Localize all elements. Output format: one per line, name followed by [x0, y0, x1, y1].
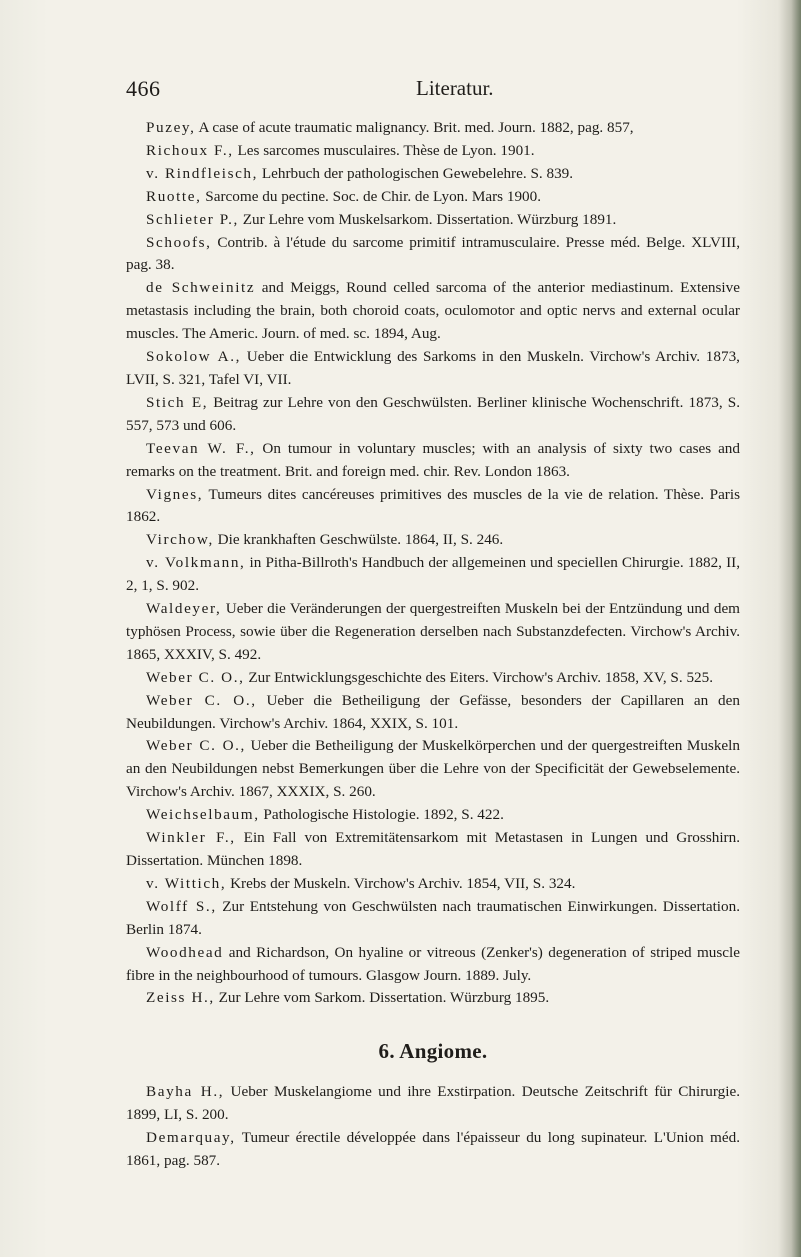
bibliography-entry: [126, 186, 740, 209]
entry-text: Zur Lehre vom Sarkom. Dissertation. Würzburg 1895.: [214, 989, 550, 1007]
entry-author: Demarquay,: [146, 1129, 236, 1147]
entry-text: On tumour in voluntary muscles; with an analysis of sixty two cases and remarks on the treatment. Brit. and foreign med. chir. Rev. London 1863.: [126, 439, 740, 480]
bibliography-entry: [126, 392, 740, 438]
bibliography: [126, 117, 740, 1173]
entry-text: Ueber die Betheiligung der Gefässe, besonders der Capillaren an den Neubildungen. Virchow's Archiv. 1864, XXIX, S. 101.: [126, 691, 740, 732]
entry-text: Lehrbuch der pathologischen Gewebelehre. S. 839.: [258, 164, 574, 182]
bibliography-entry: [126, 1127, 740, 1173]
entry-text: Zur Entwicklungsgeschichte des Eiters. Virchow's Archiv. 1858, XV, S. 525.: [244, 668, 714, 686]
entry-text: Ueber die Betheiligung der Muskelkörperchen und der quergestreiften Muskeln an den Neubildungen nebst Bemerkungen über die Lehre von der Specificität der Gewebselemente. Virchow's Archiv. 1867, XXXIX, S. 260.: [126, 737, 740, 801]
entry-text: in Pitha-Billroth's Handbuch der allgemeinen und speciellen Chirurgie. 1882, II, 2, 1, S. 902.: [126, 554, 740, 595]
entry-text: Pathologische Histologie. 1892, S. 422.: [259, 806, 504, 824]
entry-author: v. Wittich,: [146, 874, 227, 892]
entry-text: and Meiggs, Round celled sarcoma of the anterior mediastinum. Extensive metastasis including the brain, both choroid coats, oculomotor and optic nervs and external ocular muscles. The Americ. Journ. of med. sc. 1894, Aug.: [126, 279, 740, 343]
bibliography-entry: [126, 209, 740, 232]
bibliography-entry: [126, 896, 740, 942]
bibliography-entry: [126, 117, 740, 140]
entry-text: Contrib. à l'étude du sarcome primitif intramusculaire. Presse méd. Belge. XLVIII, pag. 38.: [126, 233, 740, 274]
bibliography-entry: [126, 438, 740, 484]
page-edge-shadow: [779, 0, 801, 1257]
bibliography-entry: [126, 346, 740, 392]
bibliography-entry: [126, 667, 740, 690]
entry-author: Schoofs,: [146, 233, 212, 251]
entry-author: Winkler F.,: [146, 829, 236, 847]
entry-text: Tumeurs dites cancéreuses primitives des muscles de la vie de relation. Thèse. Paris 1862.: [126, 485, 740, 526]
entry-author: Weber C. O.,: [146, 737, 246, 755]
entry-author: Bayha H.,: [146, 1083, 225, 1101]
bibliography-entry: [126, 942, 740, 988]
bibliography-list-sarcoma: [126, 117, 740, 1010]
entry-author: Weichselbaum,: [146, 806, 260, 824]
bibliography-entry: [126, 987, 740, 1010]
bibliography-entry: [126, 827, 740, 873]
bibliography-entry: [126, 277, 740, 346]
bibliography-entry: [126, 552, 740, 598]
entry-text: and Richardson, On hyaline or vitreous (Zenker's) degeneration of striped muscle fibre in the neighbourhood of tumours. Glasgow Journ. 1889. July.: [126, 943, 740, 984]
entry-author: Zeiss H.,: [146, 989, 215, 1007]
entry-author: Richoux F.,: [146, 141, 234, 159]
bibliography-list-angiome: [126, 1081, 740, 1173]
entry-text: Ueber die Entwicklung des Sarkoms in den Muskeln. Virchow's Archiv. 1873, LVII, S. 321, Tafel VI, VII.: [126, 348, 740, 388]
entry-text: Les sarcomes musculaires. Thèse de Lyon. 1901.: [233, 141, 535, 159]
bibliography-entry: [126, 735, 740, 804]
bibliography-entry: [126, 163, 740, 186]
entry-author: Wolff S.,: [146, 897, 217, 915]
entry-text: Ueber die Veränderungen der quergestreiften Muskeln bei der Entzündung und dem typhösen Process, sowie über die Regeneration derselben nach Substanzdefecten. Virchow's Archiv. 1865, XXXIV, S. 492.: [126, 600, 740, 663]
bibliography-entry: [126, 529, 740, 552]
bibliography-entry: [126, 690, 740, 736]
bibliography-entry: [126, 484, 740, 530]
entry-text: Die krankhaften Geschwülste. 1864, II, S. 246.: [213, 531, 504, 549]
entry-author: Puzey,: [146, 119, 196, 136]
entry-author: Vignes,: [146, 485, 204, 503]
entry-author: Virchow,: [146, 531, 214, 549]
entry-text: Ein Fall von Extremitätensarkom mit Metastasen in Lungen und Grosshirn. Dissertation. München 1898.: [126, 829, 740, 869]
bibliography-entry: [126, 598, 740, 667]
entry-text: Zur Entstehung von Geschwülsten nach traumatischen Einwirkungen. Dissertation. Berlin 1874.: [126, 897, 740, 938]
bibliography-entry: [126, 873, 740, 896]
entry-author: Weber C. O.,: [146, 691, 257, 709]
page-number: 466: [126, 76, 161, 101]
entry-author: Weber C. O.,: [146, 668, 245, 686]
entry-text: A case of acute traumatic malignancy. Brit. med. Journ. 1882, pag. 857,: [195, 119, 634, 136]
running-title: Literatur.: [416, 76, 494, 100]
entry-author: v. Rindfleisch,: [146, 164, 259, 182]
entry-author: Woodhead: [146, 943, 224, 961]
entry-author: Sokolow A.,: [146, 348, 242, 366]
bibliography-entry: [126, 232, 740, 278]
bibliography-entry: [126, 140, 740, 163]
entry-author: de Schweinitz: [146, 279, 256, 297]
entry-text: Krebs der Muskeln. Virchow's Archiv. 1854, VII, S. 324.: [226, 874, 576, 892]
bibliography-entry: [126, 804, 740, 827]
entry-text: Zur Lehre vom Muskelsarkom. Dissertation. Würzburg 1891.: [238, 210, 617, 228]
section-heading: 6. Angiome.: [378, 1039, 488, 1064]
entry-author: Waldeyer,: [146, 600, 222, 618]
page-header: [126, 76, 736, 102]
entry-author: Schlieter P.,: [146, 210, 239, 228]
entry-author: v. Volkmann,: [146, 554, 246, 572]
entry-author: Stich E,: [146, 393, 209, 411]
entry-text: Ueber Muskelangiome und ihre Exstirpation. Deutsche Zeitschrift für Chirurgie. 1899, LI, S. 200.: [126, 1083, 740, 1124]
entry-text: Beitrag zur Lehre von den Geschwülsten. Berliner klinische Wochenschrift. 1873, S. 557, 573 und 606.: [126, 393, 740, 434]
entry-author: Teevan W. F.,: [146, 439, 256, 457]
entry-text: Tumeur érectile développée dans l'épaisseur du long supinateur. L'Union méd. 1861, pag. 587.: [126, 1129, 740, 1169]
entry-text: Sarcome du pectine. Soc. de Chir. de Lyon. Mars 1900.: [201, 187, 542, 205]
entry-author: Ruotte,: [146, 187, 202, 205]
bibliography-entry: [126, 1081, 740, 1127]
